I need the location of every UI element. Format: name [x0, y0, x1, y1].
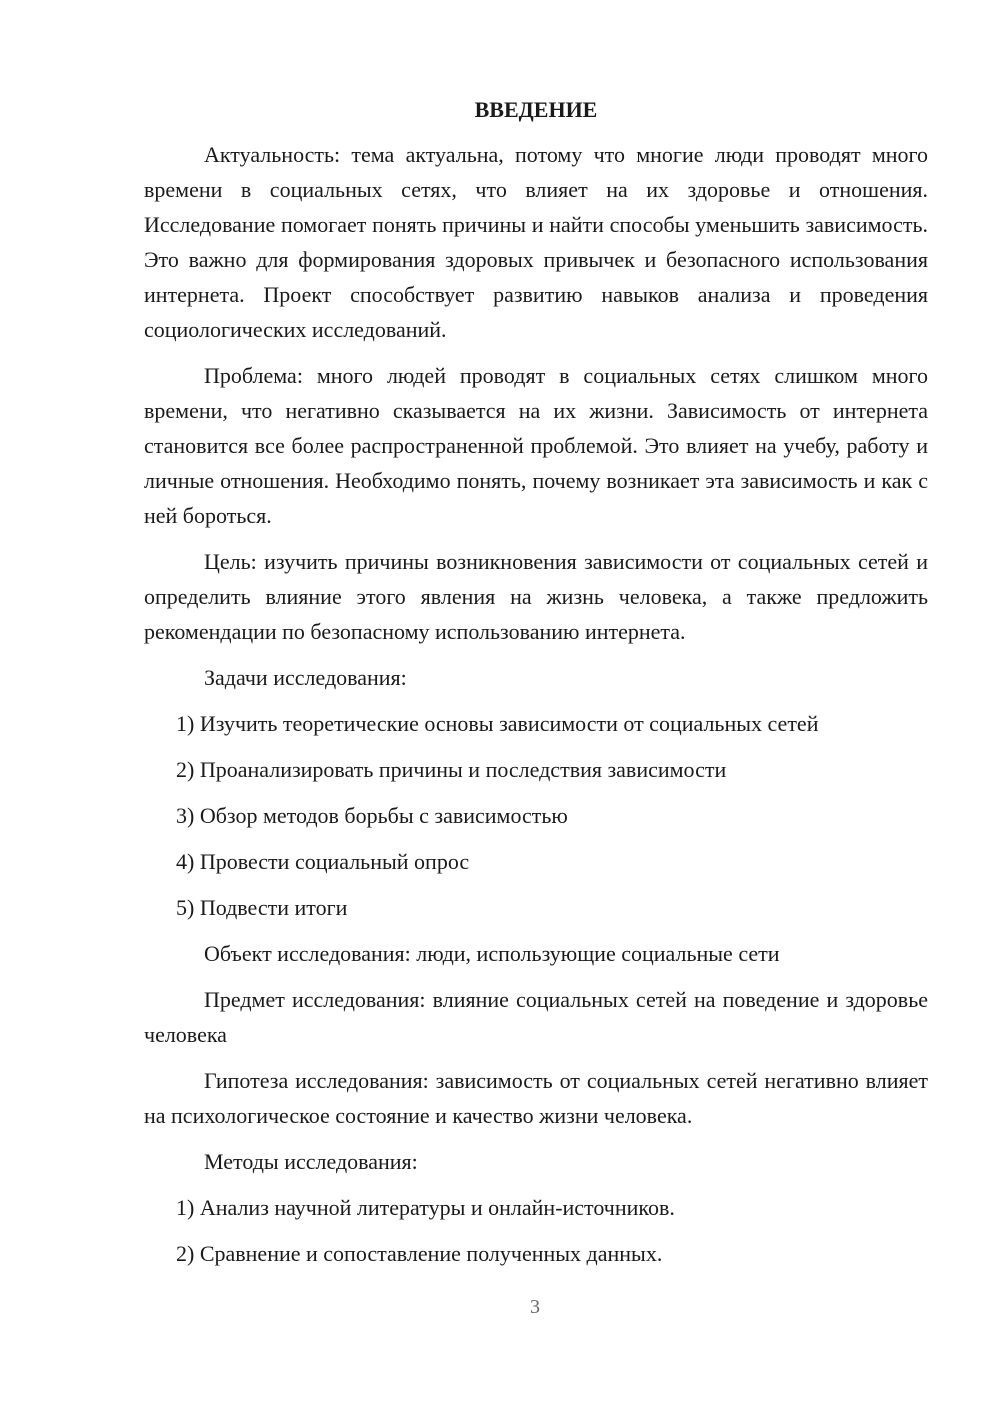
task-item: 5) Подвести итоги: [176, 895, 348, 920]
methods-heading: Методы исследования:: [204, 1149, 418, 1174]
task-item: 3) Обзор методов борьбы с зависимостью: [176, 803, 568, 828]
goal-paragraph: Цель: изучить причины возникновения зависимости от социальных сетей и определить влияние этого явления на жизнь человека, а также предложить рекомендации по безопасному использованию интернета.: [144, 549, 928, 644]
relevance-paragraph: Актуальность: тема актуальна, потому что многие люди проводят много времени в социальных сетях, что влияет на их здоровье и отношения. Исследование помогает понять причины и найти способы уменьшить зависимость. Это важно для формирования здоровых привычек и безопасного использования интернета. Проект способствует развитию навыков анализа и проведения социологических исследований.: [144, 142, 928, 342]
document-page: [144, 92, 928, 1282]
page-number: 3: [530, 1296, 540, 1318]
subject-paragraph: Предмет исследования: влияние социальных сетей на поведение и здоровье человека: [144, 987, 928, 1047]
tasks-heading: Задачи исследования:: [204, 665, 407, 690]
hypothesis-paragraph: Гипотеза исследования: зависимость от социальных сетей негативно влияет на психологическое состояние и качество жизни человека.: [144, 1068, 928, 1128]
problem-paragraph: Проблема: много людей проводят в социальных сетях слишком много времени, что негативно сказывается на их жизни. Зависимость от интернета становится все более распространенной проблемой. Это влияет на учебу, работу и личные отношения. Необходимо понять, почему возникает эта зависимость и как с ней бороться.: [144, 363, 928, 528]
method-item: 2) Сравнение и сопоставление полученных данных.: [176, 1241, 663, 1266]
object-paragraph: Объект исследования: люди, использующие социальные сети: [204, 941, 780, 966]
method-item: 1) Анализ научной литературы и онлайн-источников.: [176, 1195, 675, 1220]
task-item: 1) Изучить теоретические основы зависимости от социальных сетей: [176, 711, 819, 736]
task-item: 4) Провести социальный опрос: [176, 849, 470, 874]
task-item: 2) Проанализировать причины и последствия зависимости: [176, 757, 727, 782]
section-title: ВВЕДЕНИЕ: [474, 97, 598, 122]
